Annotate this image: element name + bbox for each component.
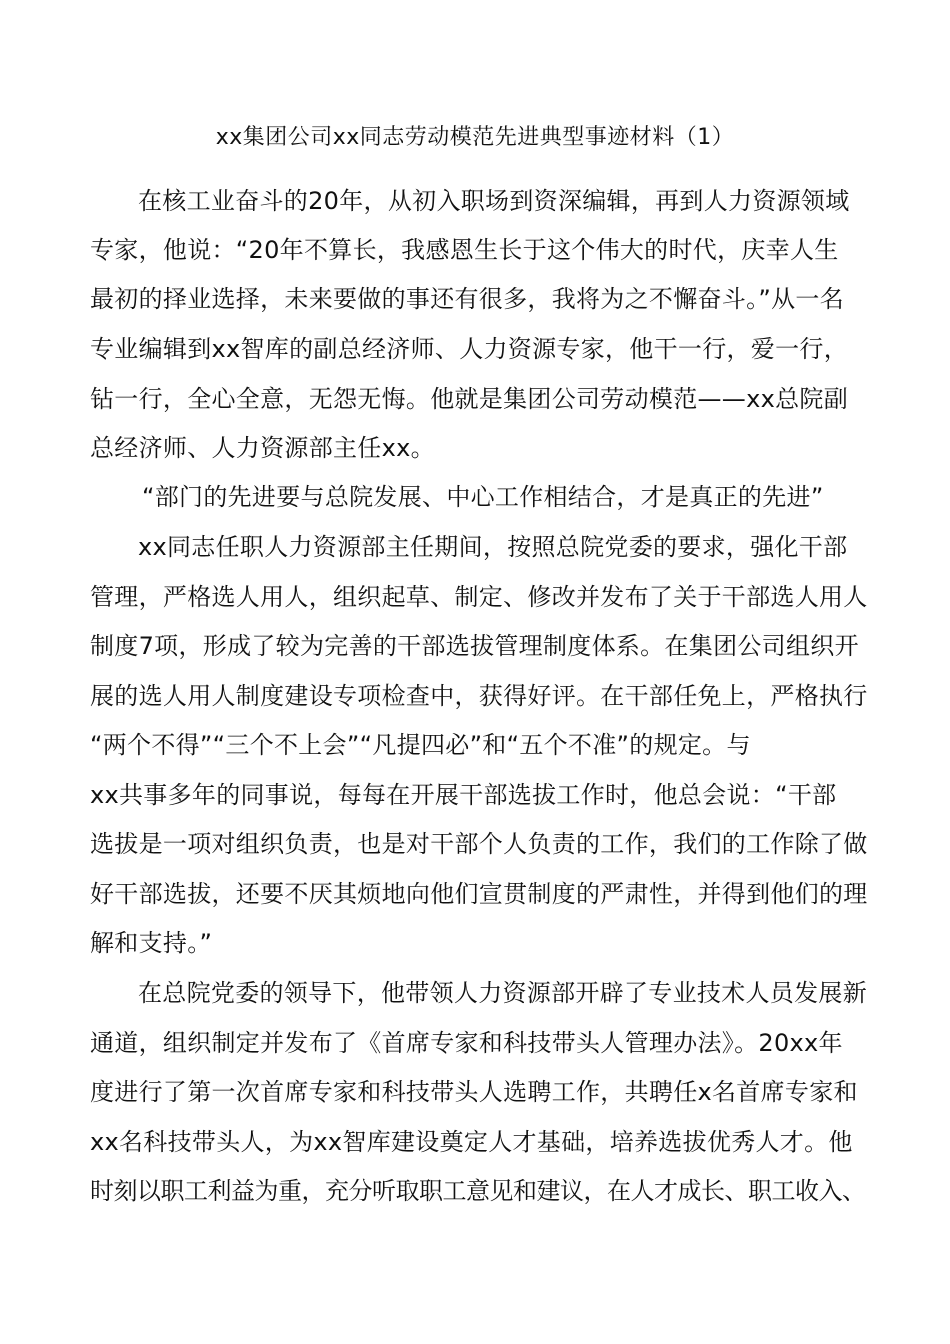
paragraph-line: 钻一行，全心全意，无怨无悔。他就是集团公司劳动模范——xx总院副 [90, 385, 849, 413]
paragraph-line: 管理，严格选人用人，组织起草、制定、修改并发布了关于干部选人用人 [90, 583, 868, 611]
paragraph-line: 选拔是一项对组织负责，也是对干部个人负责的工作，我们的工作除了做 [90, 830, 868, 858]
paragraph-line: 时刻以职工利益为重，充分听取职工意见和建议，在人才成长、职工收入、 [90, 1177, 866, 1205]
paragraph-line: 最初的择业选择，未来要做的事还有很多，我将为之不懈奋斗。”从一名 [90, 285, 845, 313]
paragraph-line: 通道，组织制定并发布了《首席专家和科技带头人管理办法》。20xx年 [90, 1029, 843, 1057]
paragraph-line: xx同志任职人力资源部主任期间，按照总院党委的要求，强化干部 [138, 533, 848, 561]
paragraph-line: xx共事多年的同事说，每每在开展干部选拔工作时，他总会说：“干部 [90, 781, 837, 809]
paragraph-line: “两个不得”“三个不上会”“凡提四必”和“五个不准”的规定。与 [90, 731, 751, 759]
paragraph-line: 专业编辑到xx智库的副总经济师、人力资源专家，他干一行，爱一行， [90, 335, 849, 363]
paragraph-line: 专家，他说：“20年不算长，我感恩生长于这个伟大的时代，庆幸人生 [90, 236, 839, 264]
paragraph-line: 解和支持。” [90, 929, 213, 957]
paragraph-line: xx名科技带头人，为xx智库建设奠定人才基础，培养选拔优秀人才。他 [90, 1128, 853, 1156]
paragraph-line: 在核工业奋斗的20年，从初入职场到资深编辑，再到人力资源领域 [138, 187, 850, 215]
paragraph-line: 好干部选拔，还要不厌其烦地向他们宣贯制度的严肃性，并得到他们的理 [90, 880, 868, 908]
paragraph-line: 在总院党委的领导下，他带领人力资源部开辟了专业技术人员发展新 [138, 979, 867, 1007]
paragraph-line: 总经济师、人力资源部主任xx。 [90, 434, 435, 462]
section-heading: “部门的先进要与总院发展、中心工作相结合，才是真正的先进” [142, 483, 824, 511]
document-title: xx集团公司xx同志劳动模范先进典型事迹材料（1） [215, 125, 735, 150]
paragraph-line: 度进行了第一次首席专家和科技带头人选聘工作，共聘任x名首席专家和 [90, 1078, 858, 1106]
paragraph-line: 制度7项，形成了较为完善的干部选拔管理制度体系。在集团公司组织开 [90, 632, 859, 660]
paragraph-line: 展的选人用人制度建设专项检查中，获得好评。在干部任免上，严格执行 [90, 682, 868, 710]
